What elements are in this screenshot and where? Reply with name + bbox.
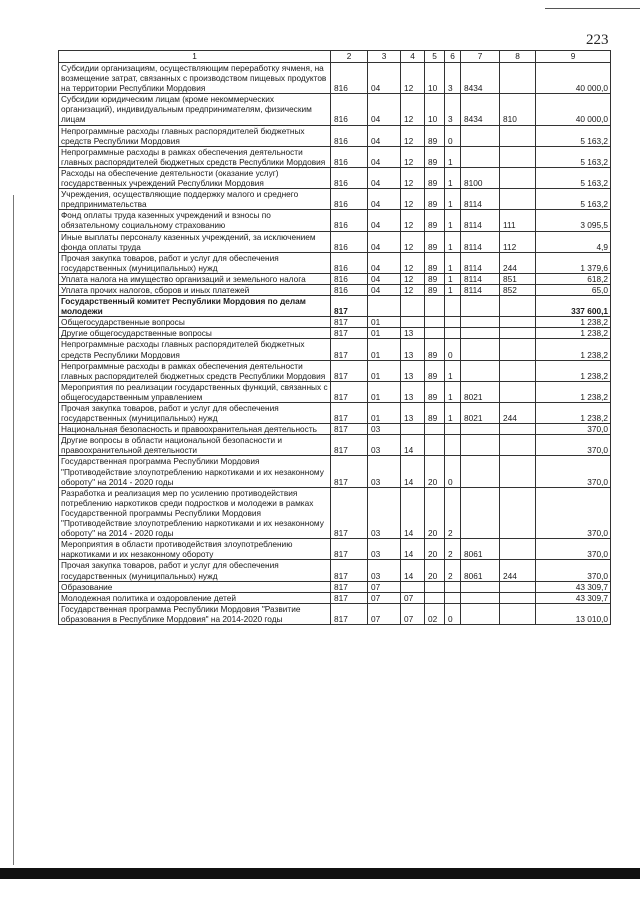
code-cell: 816 xyxy=(331,231,368,252)
code-cell: 14 xyxy=(401,487,425,538)
code-cell xyxy=(461,456,500,487)
code-cell: 89 xyxy=(425,273,445,284)
code-cell: 89 xyxy=(425,125,445,146)
code-cell: 816 xyxy=(331,94,368,125)
code-cell xyxy=(461,581,500,592)
code-cell: 3 xyxy=(445,63,461,94)
code-cell: 1 xyxy=(445,284,461,295)
code-cell: 12 xyxy=(401,189,425,210)
table-row xyxy=(59,296,611,317)
code-cell xyxy=(500,328,536,339)
row-name-cell: Непрограммные расходы главных распорядителей бюджетных средств Республики Мордовия xyxy=(59,125,331,146)
row-name-cell: Другие общегосударственные вопросы xyxy=(59,328,331,339)
code-cell xyxy=(500,360,536,381)
column-header: 5 xyxy=(425,51,445,63)
code-cell: 1 xyxy=(445,167,461,188)
code-cell: 03 xyxy=(368,424,401,435)
row-name-cell: Иные выплаты персоналу казенных учреждений, за исключением фонда оплаты труда xyxy=(59,231,331,252)
code-cell xyxy=(425,317,445,328)
code-cell: 8114 xyxy=(461,231,500,252)
code-cell xyxy=(461,603,500,624)
code-cell: 0 xyxy=(445,339,461,360)
code-cell: 817 xyxy=(331,560,368,581)
amount-cell: 370,0 xyxy=(536,487,611,538)
amount-cell: 5 163,2 xyxy=(536,146,611,167)
code-cell xyxy=(461,125,500,146)
code-cell: 817 xyxy=(331,381,368,402)
column-header: 1 xyxy=(59,51,331,63)
table-row xyxy=(59,210,611,231)
column-header: 6 xyxy=(445,51,461,63)
row-name-cell: Непрограммные расходы главных распорядителей бюджетных средств Республики Мордовия xyxy=(59,339,331,360)
table-row xyxy=(59,339,611,360)
code-cell: 1 xyxy=(445,210,461,231)
code-cell xyxy=(500,381,536,402)
code-cell: 89 xyxy=(425,360,445,381)
column-header: 3 xyxy=(368,51,401,63)
column-header: 2 xyxy=(331,51,368,63)
code-cell xyxy=(445,592,461,603)
code-cell: 13 xyxy=(401,339,425,360)
table-row xyxy=(59,592,611,603)
code-cell: 8100 xyxy=(461,167,500,188)
code-cell: 1 xyxy=(445,381,461,402)
amount-cell: 13 010,0 xyxy=(536,603,611,624)
amount-cell: 65,0 xyxy=(536,284,611,295)
scan-edge-line xyxy=(13,195,14,865)
amount-cell: 1 238,2 xyxy=(536,403,611,424)
code-cell xyxy=(445,435,461,456)
code-cell: 816 xyxy=(331,189,368,210)
amount-cell: 337 600,1 xyxy=(536,296,611,317)
table-row xyxy=(59,424,611,435)
code-cell: 04 xyxy=(368,167,401,188)
code-cell: 03 xyxy=(368,435,401,456)
code-cell: 07 xyxy=(368,581,401,592)
code-cell: 8434 xyxy=(461,63,500,94)
code-cell: 12 xyxy=(401,284,425,295)
code-cell xyxy=(461,424,500,435)
code-cell xyxy=(445,328,461,339)
code-cell: 816 xyxy=(331,167,368,188)
budget-table xyxy=(58,50,611,625)
code-cell: 8114 xyxy=(461,284,500,295)
code-cell xyxy=(500,63,536,94)
code-cell xyxy=(500,146,536,167)
code-cell xyxy=(401,296,425,317)
code-cell: 03 xyxy=(368,487,401,538)
code-cell: 244 xyxy=(500,403,536,424)
row-name-cell: Учреждения, осуществляющие поддержку малого и среднего предпринимательства xyxy=(59,189,331,210)
code-cell: 04 xyxy=(368,146,401,167)
code-cell: 13 xyxy=(401,403,425,424)
code-cell: 20 xyxy=(425,539,445,560)
code-cell: 12 xyxy=(401,210,425,231)
code-cell: 04 xyxy=(368,252,401,273)
code-cell: 816 xyxy=(331,63,368,94)
code-cell: 817 xyxy=(331,328,368,339)
top-rule xyxy=(545,8,640,9)
code-cell: 244 xyxy=(500,560,536,581)
code-cell: 1 xyxy=(445,252,461,273)
code-cell xyxy=(500,487,536,538)
code-cell: 89 xyxy=(425,231,445,252)
code-cell: 04 xyxy=(368,63,401,94)
amount-cell: 370,0 xyxy=(536,560,611,581)
amount-cell: 5 163,2 xyxy=(536,167,611,188)
page-number: 223 xyxy=(586,32,609,48)
row-name-cell: Уплата прочих налогов, сборов и иных платежей xyxy=(59,284,331,295)
code-cell xyxy=(500,189,536,210)
amount-cell: 370,0 xyxy=(536,539,611,560)
code-cell: 01 xyxy=(368,403,401,424)
row-name-cell: Государственный комитет Республики Мордовия по делам молодежи xyxy=(59,296,331,317)
code-cell: 1 xyxy=(445,273,461,284)
code-cell xyxy=(500,581,536,592)
table-row xyxy=(59,603,611,624)
code-cell xyxy=(425,328,445,339)
code-cell: 20 xyxy=(425,487,445,538)
table-row xyxy=(59,167,611,188)
code-cell: 8021 xyxy=(461,403,500,424)
code-cell: 89 xyxy=(425,284,445,295)
code-cell: 1 xyxy=(445,189,461,210)
column-header: 7 xyxy=(461,51,500,63)
code-cell: 89 xyxy=(425,403,445,424)
code-cell: 01 xyxy=(368,328,401,339)
amount-cell: 5 163,2 xyxy=(536,189,611,210)
code-cell: 12 xyxy=(401,273,425,284)
code-cell: 89 xyxy=(425,339,445,360)
code-cell xyxy=(500,339,536,360)
table-row xyxy=(59,560,611,581)
code-cell: 0 xyxy=(445,456,461,487)
table-row xyxy=(59,381,611,402)
code-cell: 14 xyxy=(401,456,425,487)
code-cell xyxy=(500,592,536,603)
code-cell: 8434 xyxy=(461,94,500,125)
code-cell: 04 xyxy=(368,189,401,210)
row-name-cell: Национальная безопасность и правоохранительная деятельность xyxy=(59,424,331,435)
code-cell xyxy=(461,296,500,317)
code-cell: 0 xyxy=(445,603,461,624)
code-cell: 03 xyxy=(368,539,401,560)
amount-cell: 40 000,0 xyxy=(536,63,611,94)
amount-cell: 618,2 xyxy=(536,273,611,284)
code-cell: 07 xyxy=(368,592,401,603)
row-name-cell: Прочая закупка товаров, работ и услуг для обеспечения государственных (муниципальных) нужд xyxy=(59,560,331,581)
table-row xyxy=(59,581,611,592)
code-cell xyxy=(500,603,536,624)
code-cell: 12 xyxy=(401,146,425,167)
code-cell: 01 xyxy=(368,339,401,360)
code-cell xyxy=(461,360,500,381)
amount-cell: 1 238,2 xyxy=(536,360,611,381)
code-cell: 07 xyxy=(368,603,401,624)
amount-cell: 1 238,2 xyxy=(536,339,611,360)
code-cell xyxy=(500,424,536,435)
code-cell: 816 xyxy=(331,125,368,146)
table-row xyxy=(59,284,611,295)
code-cell xyxy=(461,339,500,360)
code-cell: 817 xyxy=(331,339,368,360)
table-row xyxy=(59,63,611,94)
column-header: 4 xyxy=(401,51,425,63)
code-cell: 10 xyxy=(425,63,445,94)
code-cell: 12 xyxy=(401,94,425,125)
code-cell: 10 xyxy=(425,94,445,125)
code-cell: 20 xyxy=(425,560,445,581)
code-cell xyxy=(401,581,425,592)
code-cell: 111 xyxy=(500,210,536,231)
amount-cell: 43 309,7 xyxy=(536,581,611,592)
table-row xyxy=(59,456,611,487)
code-cell xyxy=(500,167,536,188)
code-cell xyxy=(401,424,425,435)
code-cell: 13 xyxy=(401,360,425,381)
code-cell: 04 xyxy=(368,284,401,295)
row-name-cell: Субсидии юридическим лицам (кроме некоммерческих организаций), индивидуальным предпринимателям, физическим лицам xyxy=(59,94,331,125)
code-cell xyxy=(425,296,445,317)
code-cell xyxy=(445,581,461,592)
row-name-cell: Прочая закупка товаров, работ и услуг для обеспечения государственных (муниципальных) нужд xyxy=(59,252,331,273)
amount-cell: 5 163,2 xyxy=(536,125,611,146)
code-cell xyxy=(500,317,536,328)
code-cell xyxy=(425,581,445,592)
code-cell: 817 xyxy=(331,296,368,317)
amount-cell: 1 379,6 xyxy=(536,252,611,273)
code-cell xyxy=(500,456,536,487)
code-cell: 03 xyxy=(368,560,401,581)
code-cell xyxy=(461,435,500,456)
code-cell xyxy=(500,435,536,456)
code-cell: 817 xyxy=(331,403,368,424)
code-cell: 817 xyxy=(331,603,368,624)
code-cell xyxy=(445,424,461,435)
code-cell: 2 xyxy=(445,539,461,560)
amount-cell: 370,0 xyxy=(536,456,611,487)
amount-cell: 40 000,0 xyxy=(536,94,611,125)
table-row xyxy=(59,252,611,273)
table-row xyxy=(59,487,611,538)
code-cell: 12 xyxy=(401,63,425,94)
code-cell: 13 xyxy=(401,381,425,402)
code-cell: 112 xyxy=(500,231,536,252)
table-row xyxy=(59,146,611,167)
table-body xyxy=(59,63,611,625)
code-cell: 12 xyxy=(401,167,425,188)
table-row xyxy=(59,317,611,328)
code-cell: 04 xyxy=(368,231,401,252)
code-cell: 817 xyxy=(331,424,368,435)
code-cell xyxy=(461,328,500,339)
code-cell: 01 xyxy=(368,360,401,381)
code-cell xyxy=(500,296,536,317)
table-row xyxy=(59,125,611,146)
code-cell: 89 xyxy=(425,252,445,273)
row-name-cell: Мероприятия по реализации государственных функций, связанных с общегосударственным управлением xyxy=(59,381,331,402)
table-row xyxy=(59,539,611,560)
code-cell xyxy=(461,487,500,538)
code-cell: 03 xyxy=(368,456,401,487)
column-header: 8 xyxy=(500,51,536,63)
table-row xyxy=(59,231,611,252)
amount-cell: 370,0 xyxy=(536,424,611,435)
table-row xyxy=(59,435,611,456)
code-cell: 817 xyxy=(331,435,368,456)
code-cell: 01 xyxy=(368,381,401,402)
code-cell: 04 xyxy=(368,210,401,231)
row-name-cell: Государственная программа Республики Мордовия "Противодействие злоупотреблению наркотиками и их незаконному обороту" на 2014 - 2020 годы xyxy=(59,456,331,487)
code-cell xyxy=(445,317,461,328)
code-cell: 816 xyxy=(331,146,368,167)
code-cell: 89 xyxy=(425,146,445,167)
amount-cell: 43 309,7 xyxy=(536,592,611,603)
row-name-cell: Другие вопросы в области национальной безопасности и правоохранительной деятельности xyxy=(59,435,331,456)
row-name-cell: Мероприятия в области противодействия злоупотреблению наркотиками и их незаконному обороту xyxy=(59,539,331,560)
code-cell: 244 xyxy=(500,252,536,273)
code-cell: 810 xyxy=(500,94,536,125)
code-cell xyxy=(425,592,445,603)
code-cell: 2 xyxy=(445,560,461,581)
amount-cell: 1 238,2 xyxy=(536,381,611,402)
row-name-cell: Уплата налога на имущество организаций и земельного налога xyxy=(59,273,331,284)
code-cell: 07 xyxy=(401,603,425,624)
row-name-cell: Государственная программа Республики Мордовия "Развитие образования в Республике Мордовия" на 2014-2020 годы xyxy=(59,603,331,624)
code-cell: 12 xyxy=(401,231,425,252)
code-cell: 1 xyxy=(445,360,461,381)
amount-cell: 1 238,2 xyxy=(536,317,611,328)
code-cell xyxy=(425,435,445,456)
code-cell: 3 xyxy=(445,94,461,125)
scan-bottom-border xyxy=(0,868,640,879)
code-cell: 816 xyxy=(331,252,368,273)
code-cell: 817 xyxy=(331,592,368,603)
code-cell: 89 xyxy=(425,381,445,402)
code-cell: 817 xyxy=(331,360,368,381)
code-cell: 1 xyxy=(445,231,461,252)
code-cell: 04 xyxy=(368,125,401,146)
code-cell: 89 xyxy=(425,189,445,210)
row-name-cell: Образование xyxy=(59,581,331,592)
row-name-cell: Субсидии организациям, осуществляющим переработку ячменя, на возмещение затрат, связанных с производством пищевых продуктов на территории Республики Мордовия xyxy=(59,63,331,94)
amount-cell: 4,9 xyxy=(536,231,611,252)
row-name-cell: Молодежная политика и оздоровление детей xyxy=(59,592,331,603)
code-cell: 816 xyxy=(331,284,368,295)
code-cell: 816 xyxy=(331,210,368,231)
code-cell: 12 xyxy=(401,125,425,146)
column-header: 9 xyxy=(536,51,611,63)
code-cell xyxy=(425,424,445,435)
code-cell: 8061 xyxy=(461,539,500,560)
code-cell: 817 xyxy=(331,317,368,328)
row-name-cell: Общегосударственные вопросы xyxy=(59,317,331,328)
code-cell: 1 xyxy=(445,403,461,424)
table-row xyxy=(59,189,611,210)
code-cell: 14 xyxy=(401,435,425,456)
code-cell: 2 xyxy=(445,487,461,538)
code-cell: 852 xyxy=(500,284,536,295)
code-cell: 8021 xyxy=(461,381,500,402)
code-cell: 8114 xyxy=(461,210,500,231)
code-cell: 1 xyxy=(445,146,461,167)
code-cell: 8114 xyxy=(461,252,500,273)
table-row xyxy=(59,94,611,125)
code-cell: 8114 xyxy=(461,189,500,210)
code-cell xyxy=(461,592,500,603)
table-header-row xyxy=(59,51,611,63)
table-row xyxy=(59,403,611,424)
row-name-cell: Фонд оплаты труда казенных учреждений и взносы по обязательному социальному страхованию xyxy=(59,210,331,231)
code-cell: 817 xyxy=(331,456,368,487)
code-cell: 8114 xyxy=(461,273,500,284)
code-cell: 14 xyxy=(401,539,425,560)
code-cell: 04 xyxy=(368,273,401,284)
code-cell: 02 xyxy=(425,603,445,624)
code-cell: 04 xyxy=(368,94,401,125)
code-cell: 817 xyxy=(331,487,368,538)
table-row xyxy=(59,328,611,339)
code-cell: 89 xyxy=(425,167,445,188)
row-name-cell: Разработка и реализация мер по усилению противодействия потреблению наркотиков среди подростков и молодежи в рамках Государственной программы Республики Мордовия "Противодействие злоупотреблению наркотиками и их незаконному обороту" на 2014 - 2020 годы xyxy=(59,487,331,538)
row-name-cell: Прочая закупка товаров, работ и услуг для обеспечения государственных (муниципальных) нужд xyxy=(59,403,331,424)
code-cell: 20 xyxy=(425,456,445,487)
amount-cell: 1 238,2 xyxy=(536,328,611,339)
code-cell xyxy=(500,539,536,560)
row-name-cell: Непрограммные расходы в рамках обеспечения деятельности главных распорядителей бюджетных средств Республики Мордовия xyxy=(59,360,331,381)
amount-cell: 370,0 xyxy=(536,435,611,456)
code-cell xyxy=(500,125,536,146)
code-cell xyxy=(461,317,500,328)
code-cell: 817 xyxy=(331,581,368,592)
code-cell: 816 xyxy=(331,273,368,284)
code-cell: 851 xyxy=(500,273,536,284)
code-cell: 12 xyxy=(401,252,425,273)
code-cell xyxy=(461,146,500,167)
table-row xyxy=(59,360,611,381)
code-cell: 13 xyxy=(401,328,425,339)
code-cell: 0 xyxy=(445,125,461,146)
code-cell xyxy=(445,296,461,317)
code-cell: 8061 xyxy=(461,560,500,581)
code-cell: 817 xyxy=(331,539,368,560)
code-cell: 01 xyxy=(368,317,401,328)
table-row xyxy=(59,273,611,284)
code-cell: 14 xyxy=(401,560,425,581)
row-name-cell: Непрограммные расходы в рамках обеспечения деятельности главных распорядителей бюджетных средств Республики Мордовия xyxy=(59,146,331,167)
code-cell: 89 xyxy=(425,210,445,231)
code-cell xyxy=(401,317,425,328)
code-cell: 07 xyxy=(401,592,425,603)
row-name-cell: Расходы на обеспечение деятельности (оказание услуг) государственных учреждений Республики Мордовия xyxy=(59,167,331,188)
code-cell xyxy=(368,296,401,317)
amount-cell: 3 095,5 xyxy=(536,210,611,231)
